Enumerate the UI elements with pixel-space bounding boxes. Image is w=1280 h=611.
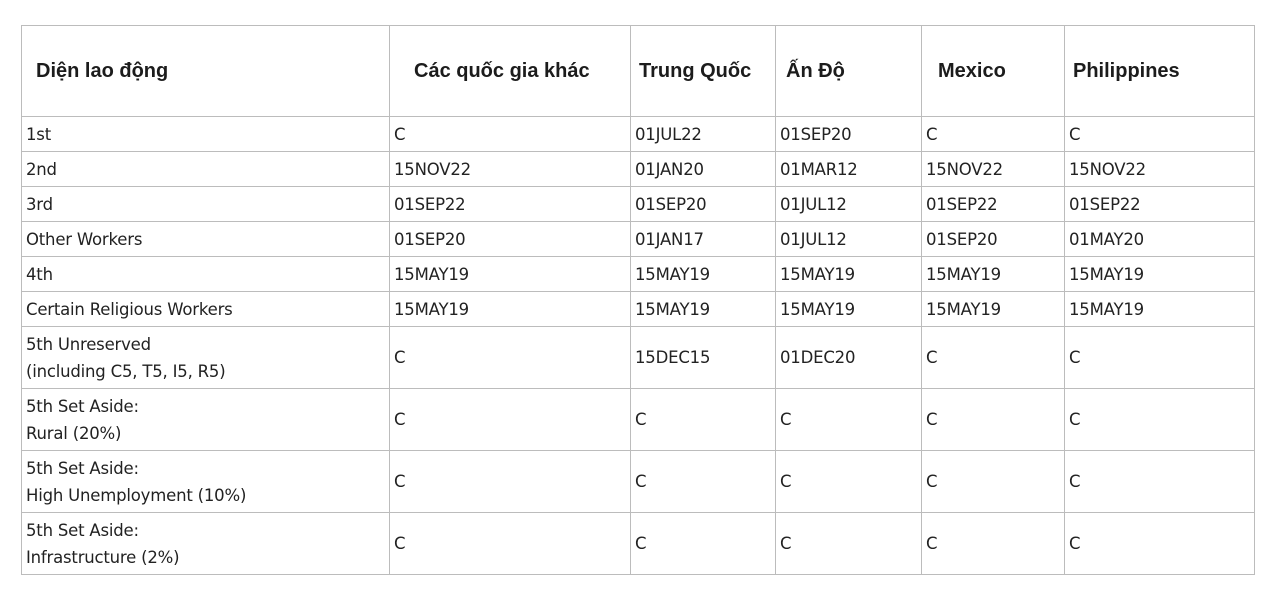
cell-india: 01MAR12: [776, 152, 922, 187]
header-philippines: Philippines: [1065, 26, 1255, 117]
table-row: [22, 187, 1255, 222]
cell-china: C: [631, 389, 776, 451]
table-row: [22, 513, 1255, 575]
category-label: Certain Religious Workers: [26, 299, 233, 319]
cell-india: 01SEP20: [776, 117, 922, 152]
header-other-countries: Các quốc gia khác: [390, 26, 631, 117]
cell-other-countries: 01SEP20: [390, 222, 631, 257]
cell-philippines: C: [1065, 327, 1255, 389]
cell-india: 01JUL12: [776, 222, 922, 257]
category-sublabel: Infrastructure (2%): [26, 547, 180, 567]
table-row: [22, 451, 1255, 513]
category-label: 5th Set Aside:: [26, 520, 139, 540]
cell-china: 15MAY19: [631, 257, 776, 292]
cell-other-countries: C: [390, 451, 631, 513]
header-mexico: Mexico: [922, 26, 1065, 117]
cell-philippines: 01SEP22: [1065, 187, 1255, 222]
cell-china: C: [631, 451, 776, 513]
cell-mexico: C: [922, 451, 1065, 513]
cell-mexico: C: [922, 327, 1065, 389]
category-sublabel: High Unemployment (10%): [26, 485, 247, 505]
table-row: [22, 257, 1255, 292]
cell-other-countries: 01SEP22: [390, 187, 631, 222]
table-row: [22, 152, 1255, 187]
cell-philippines: 15MAY19: [1065, 257, 1255, 292]
category-label: Other Workers: [26, 229, 143, 249]
cell-mexico: 01SEP22: [922, 187, 1065, 222]
category-label: 5th Set Aside:: [26, 396, 139, 416]
table-row: [22, 389, 1255, 451]
cell-mexico: C: [922, 117, 1065, 152]
cell-other-countries: C: [390, 117, 631, 152]
table-row: [22, 222, 1255, 257]
cell-china: 15DEC15: [631, 327, 776, 389]
category-cell: [22, 513, 390, 575]
category-label: 1st: [26, 124, 51, 144]
category-cell: [22, 292, 390, 327]
cell-other-countries: 15NOV22: [390, 152, 631, 187]
cell-mexico: 01SEP20: [922, 222, 1065, 257]
category-cell: [22, 117, 390, 152]
category-cell: [22, 327, 390, 389]
table-row: [22, 327, 1255, 389]
cell-india: 01DEC20: [776, 327, 922, 389]
cell-mexico: C: [922, 513, 1065, 575]
cell-mexico: 15MAY19: [922, 292, 1065, 327]
cell-china: 01JAN17: [631, 222, 776, 257]
cell-china: C: [631, 513, 776, 575]
category-label: 5th Unreserved: [26, 334, 151, 354]
cell-india: 15MAY19: [776, 257, 922, 292]
cell-china: 01JUL22: [631, 117, 776, 152]
category-cell: [22, 451, 390, 513]
header-china: Trung Quốc: [631, 26, 776, 117]
cell-india: C: [776, 389, 922, 451]
cell-other-countries: C: [390, 389, 631, 451]
cell-philippines: C: [1065, 389, 1255, 451]
category-label: 3rd: [26, 194, 53, 214]
visa-bulletin-table: [21, 25, 1255, 575]
cell-philippines: C: [1065, 451, 1255, 513]
table-row: [22, 117, 1255, 152]
category-label: 5th Set Aside:: [26, 458, 139, 478]
cell-philippines: 15MAY19: [1065, 292, 1255, 327]
cell-mexico: 15MAY19: [922, 257, 1065, 292]
cell-other-countries: 15MAY19: [390, 292, 631, 327]
header-row: [22, 26, 1255, 117]
cell-india: C: [776, 513, 922, 575]
cell-mexico: C: [922, 389, 1065, 451]
cell-other-countries: C: [390, 327, 631, 389]
cell-other-countries: 15MAY19: [390, 257, 631, 292]
category-cell: [22, 152, 390, 187]
category-sublabel: Rural (20%): [26, 423, 122, 443]
cell-philippines: 01MAY20: [1065, 222, 1255, 257]
cell-mexico: 15NOV22: [922, 152, 1065, 187]
header-category: Diện lao động: [22, 26, 390, 117]
cell-other-countries: C: [390, 513, 631, 575]
cell-philippines: 15NOV22: [1065, 152, 1255, 187]
category-cell: [22, 257, 390, 292]
category-label: 2nd: [26, 159, 57, 179]
cell-india: C: [776, 451, 922, 513]
cell-philippines: C: [1065, 117, 1255, 152]
category-cell: [22, 389, 390, 451]
cell-india: 01JUL12: [776, 187, 922, 222]
cell-philippines: C: [1065, 513, 1255, 575]
cell-india: 15MAY19: [776, 292, 922, 327]
cell-china: 01SEP20: [631, 187, 776, 222]
table-row: [22, 292, 1255, 327]
header-india: Ấn Độ: [776, 26, 922, 117]
category-sublabel: (including C5, T5, I5, R5): [26, 361, 226, 381]
category-cell: [22, 187, 390, 222]
category-cell: [22, 222, 390, 257]
category-label: 4th: [26, 264, 53, 284]
cell-china: 15MAY19: [631, 292, 776, 327]
cell-china: 01JAN20: [631, 152, 776, 187]
